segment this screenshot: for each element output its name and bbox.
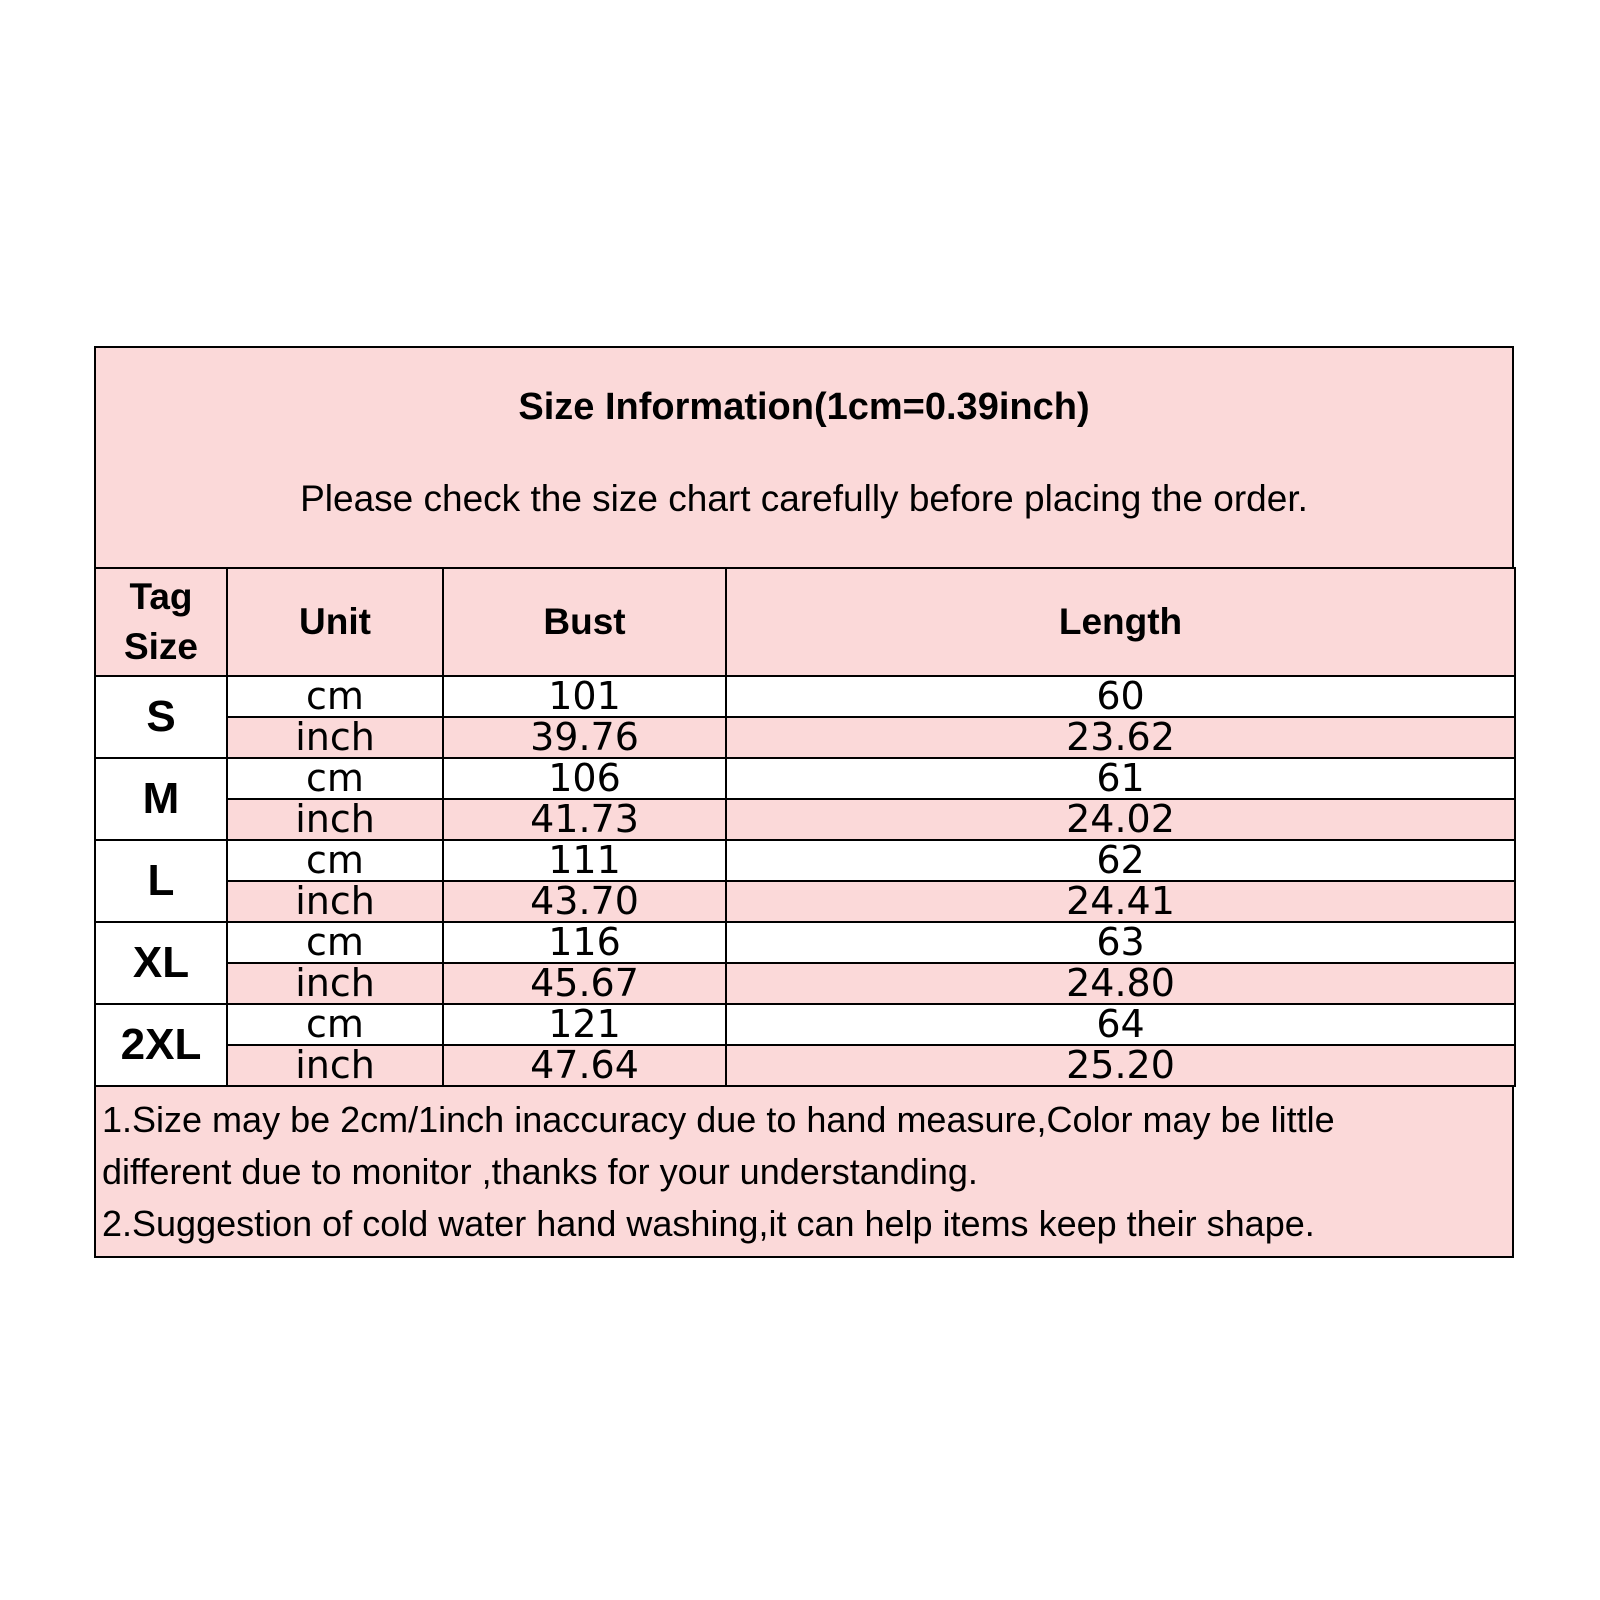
- size-label: S: [95, 676, 227, 758]
- length-cell: 61: [726, 758, 1515, 799]
- column-header-unit: Unit: [227, 568, 443, 676]
- unit-cell: inch: [227, 799, 443, 840]
- size-table: [94, 567, 1516, 1087]
- note-line-3: 2.Suggestion of cold water hand washing,it can help items keep their shape.: [102, 1203, 1315, 1244]
- size-chart-title: Size Information(1cm=0.39inch): [518, 386, 1090, 428]
- note-line-1: 1.Size may be 2cm/1inch inaccuracy due to hand measure,Color may be little: [102, 1099, 1335, 1140]
- unit-cell: inch: [227, 881, 443, 922]
- bust-cell: 101: [443, 676, 726, 717]
- length-cell: 63: [726, 922, 1515, 963]
- size-chart-subtitle: Please check the size chart carefully before placing the order.: [300, 478, 1308, 519]
- table-row-2xl-inch: [95, 1045, 1515, 1086]
- size-chart-header: [96, 348, 1512, 569]
- size-notes: [102, 1094, 1512, 1250]
- bust-cell: 116: [443, 922, 726, 963]
- length-cell: 24.41: [726, 881, 1515, 922]
- note-line-2: different due to monitor ,thanks for your understanding.: [102, 1151, 978, 1192]
- table-row-s-cm: [95, 676, 1515, 717]
- table-row-s-inch: [95, 717, 1515, 758]
- table-row-xl-cm: [95, 922, 1515, 963]
- table-row-l-cm: [95, 840, 1515, 881]
- length-cell: 64: [726, 1004, 1515, 1045]
- bust-cell: 43.70: [443, 881, 726, 922]
- unit-cell: cm: [227, 922, 443, 963]
- table-row-2xl-cm: [95, 1004, 1515, 1045]
- unit-cell: inch: [227, 717, 443, 758]
- column-header-tag-size-line2: Size: [123, 626, 199, 667]
- column-header-length: Length: [726, 568, 1515, 676]
- length-cell: 24.02: [726, 799, 1515, 840]
- unit-cell: cm: [227, 840, 443, 881]
- table-row-xl-inch: [95, 963, 1515, 1004]
- length-cell: 24.80: [726, 963, 1515, 1004]
- bust-cell: 45.67: [443, 963, 726, 1004]
- bust-cell: 47.64: [443, 1045, 726, 1086]
- unit-cell: cm: [227, 676, 443, 717]
- column-header-bust: Bust: [443, 568, 726, 676]
- bust-cell: 106: [443, 758, 726, 799]
- bust-cell: 121: [443, 1004, 726, 1045]
- length-cell: 62: [726, 840, 1515, 881]
- size-chart: [94, 346, 1514, 1258]
- length-cell: 60: [726, 676, 1515, 717]
- bust-cell: 111: [443, 840, 726, 881]
- unit-cell: cm: [227, 1004, 443, 1045]
- column-header-tag-size-line1: Tag: [129, 576, 193, 617]
- size-label: XL: [95, 922, 227, 1004]
- table-row-m-inch: [95, 799, 1515, 840]
- column-header-tag-size: [95, 568, 227, 676]
- size-label: M: [95, 758, 227, 840]
- size-label: 2XL: [95, 1004, 227, 1086]
- table-row-l-inch: [95, 881, 1515, 922]
- size-table-header-row: [95, 568, 1515, 676]
- length-cell: 23.62: [726, 717, 1515, 758]
- bust-cell: 39.76: [443, 717, 726, 758]
- size-label: L: [95, 840, 227, 922]
- bust-cell: 41.73: [443, 799, 726, 840]
- unit-cell: cm: [227, 758, 443, 799]
- table-row-m-cm: [95, 758, 1515, 799]
- unit-cell: inch: [227, 963, 443, 1004]
- unit-cell: inch: [227, 1045, 443, 1086]
- length-cell: 25.20: [726, 1045, 1515, 1086]
